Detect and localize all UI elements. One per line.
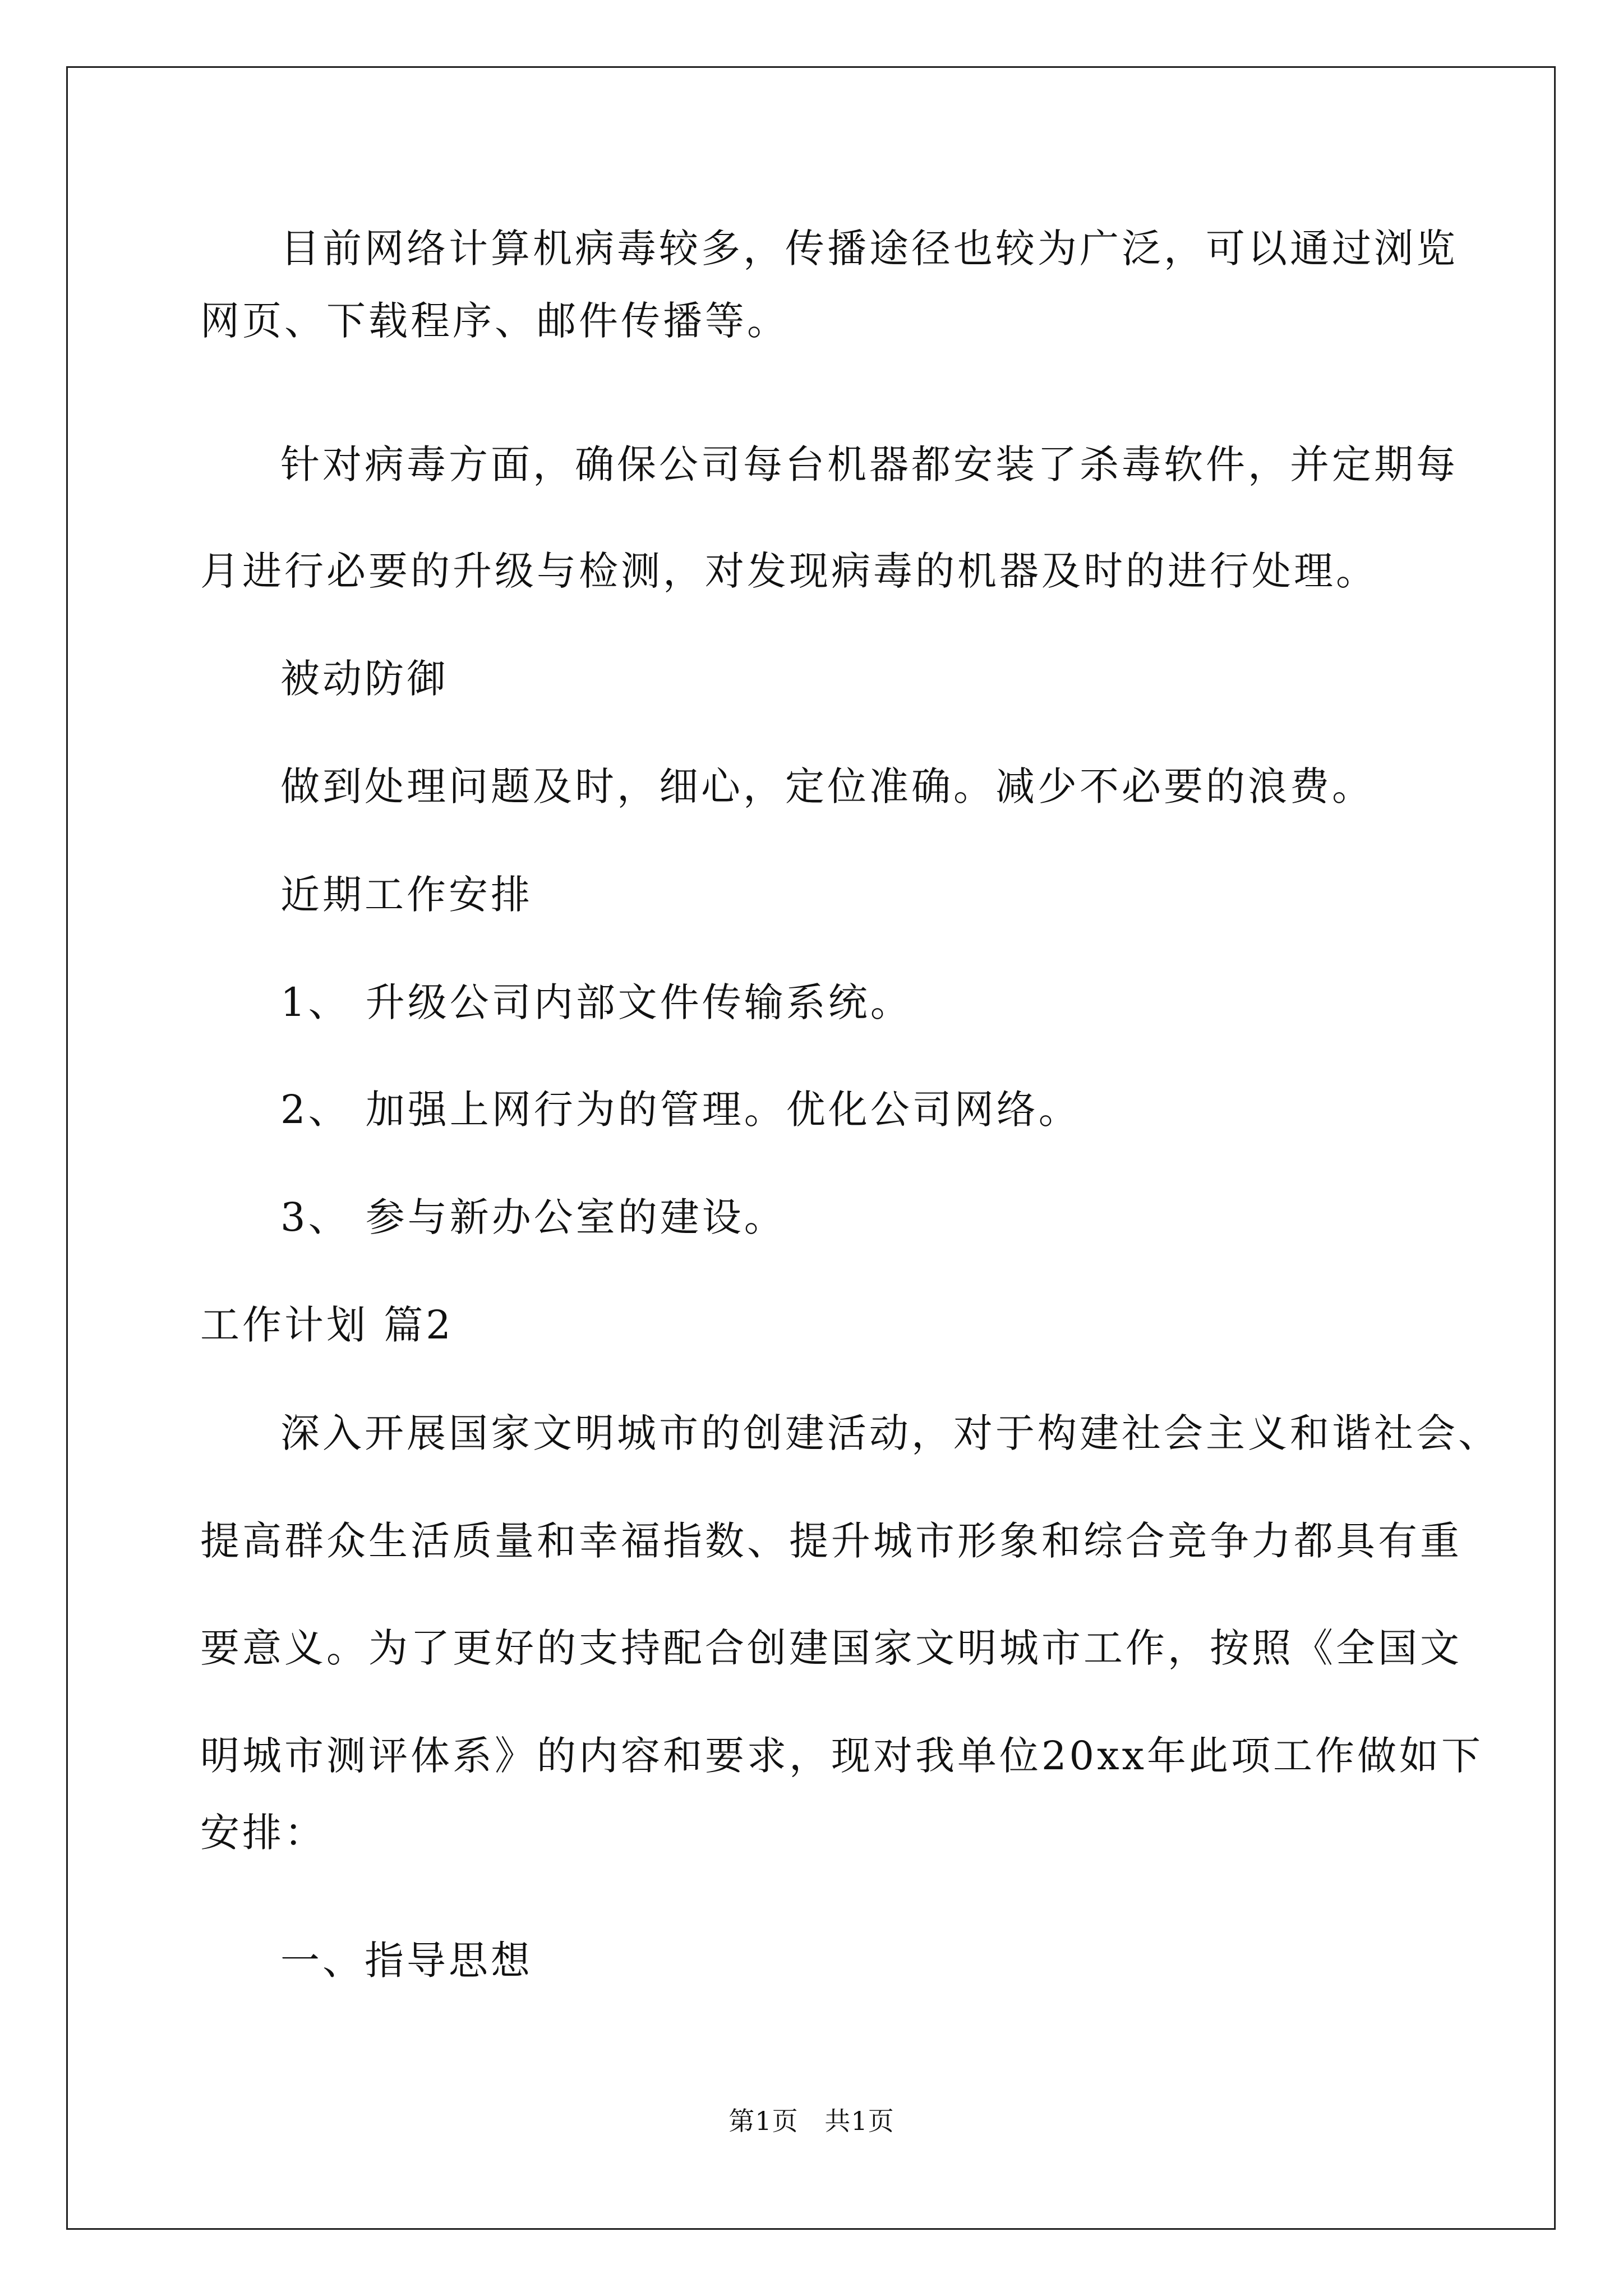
body-paragraph-line: 目前网络计算机病毒较多，传播途径也较为广泛，可以通过浏览 xyxy=(280,226,1458,272)
body-paragraph-line: 做到处理问题及时，细心，定位准确。减少不必要的浪费。 xyxy=(280,763,1374,809)
chapter-title: 工作计划 篇2 xyxy=(200,1302,454,1348)
list-item: 3、 参与新办公室的建设。 xyxy=(280,1194,786,1240)
section-heading: 近期工作安排 xyxy=(280,872,533,918)
page-border xyxy=(66,66,1556,2230)
body-paragraph-line: 网页、下载程序、邮件传播等。 xyxy=(200,298,789,344)
body-paragraph-line: 明城市测评体系》的内容和要求，现对我单位20xx年此项工作做如下 xyxy=(200,1733,1484,1779)
section-heading: 一、指导思想 xyxy=(280,1938,533,1984)
body-paragraph-line: 深入开展国家文明城市的创建活动，对于构建社会主义和谐社会、 xyxy=(280,1410,1500,1456)
page-number-footer: 第1页 共1页 xyxy=(728,2106,895,2136)
body-paragraph-line: 月进行必要的升级与检测，对发现病毒的机器及时的进行处理。 xyxy=(200,548,1378,594)
body-paragraph-line: 提高群众生活质量和幸福指数、提升城市形象和综合竞争力都具有重 xyxy=(200,1518,1462,1564)
body-paragraph-line: 安排： xyxy=(200,1810,326,1856)
body-paragraph-line: 针对病毒方面，确保公司每台机器都安装了杀毒软件，并定期每 xyxy=(280,441,1458,487)
list-item: 1、 升级公司内部文件传输系统。 xyxy=(280,979,912,1025)
list-item: 2、 加强上网行为的管理。优化公司网络。 xyxy=(280,1087,1081,1133)
body-paragraph-line: 要意义。为了更好的支持配合创建国家文明城市工作，按照《全国文 xyxy=(200,1625,1462,1671)
section-heading: 被动防御 xyxy=(280,656,449,702)
